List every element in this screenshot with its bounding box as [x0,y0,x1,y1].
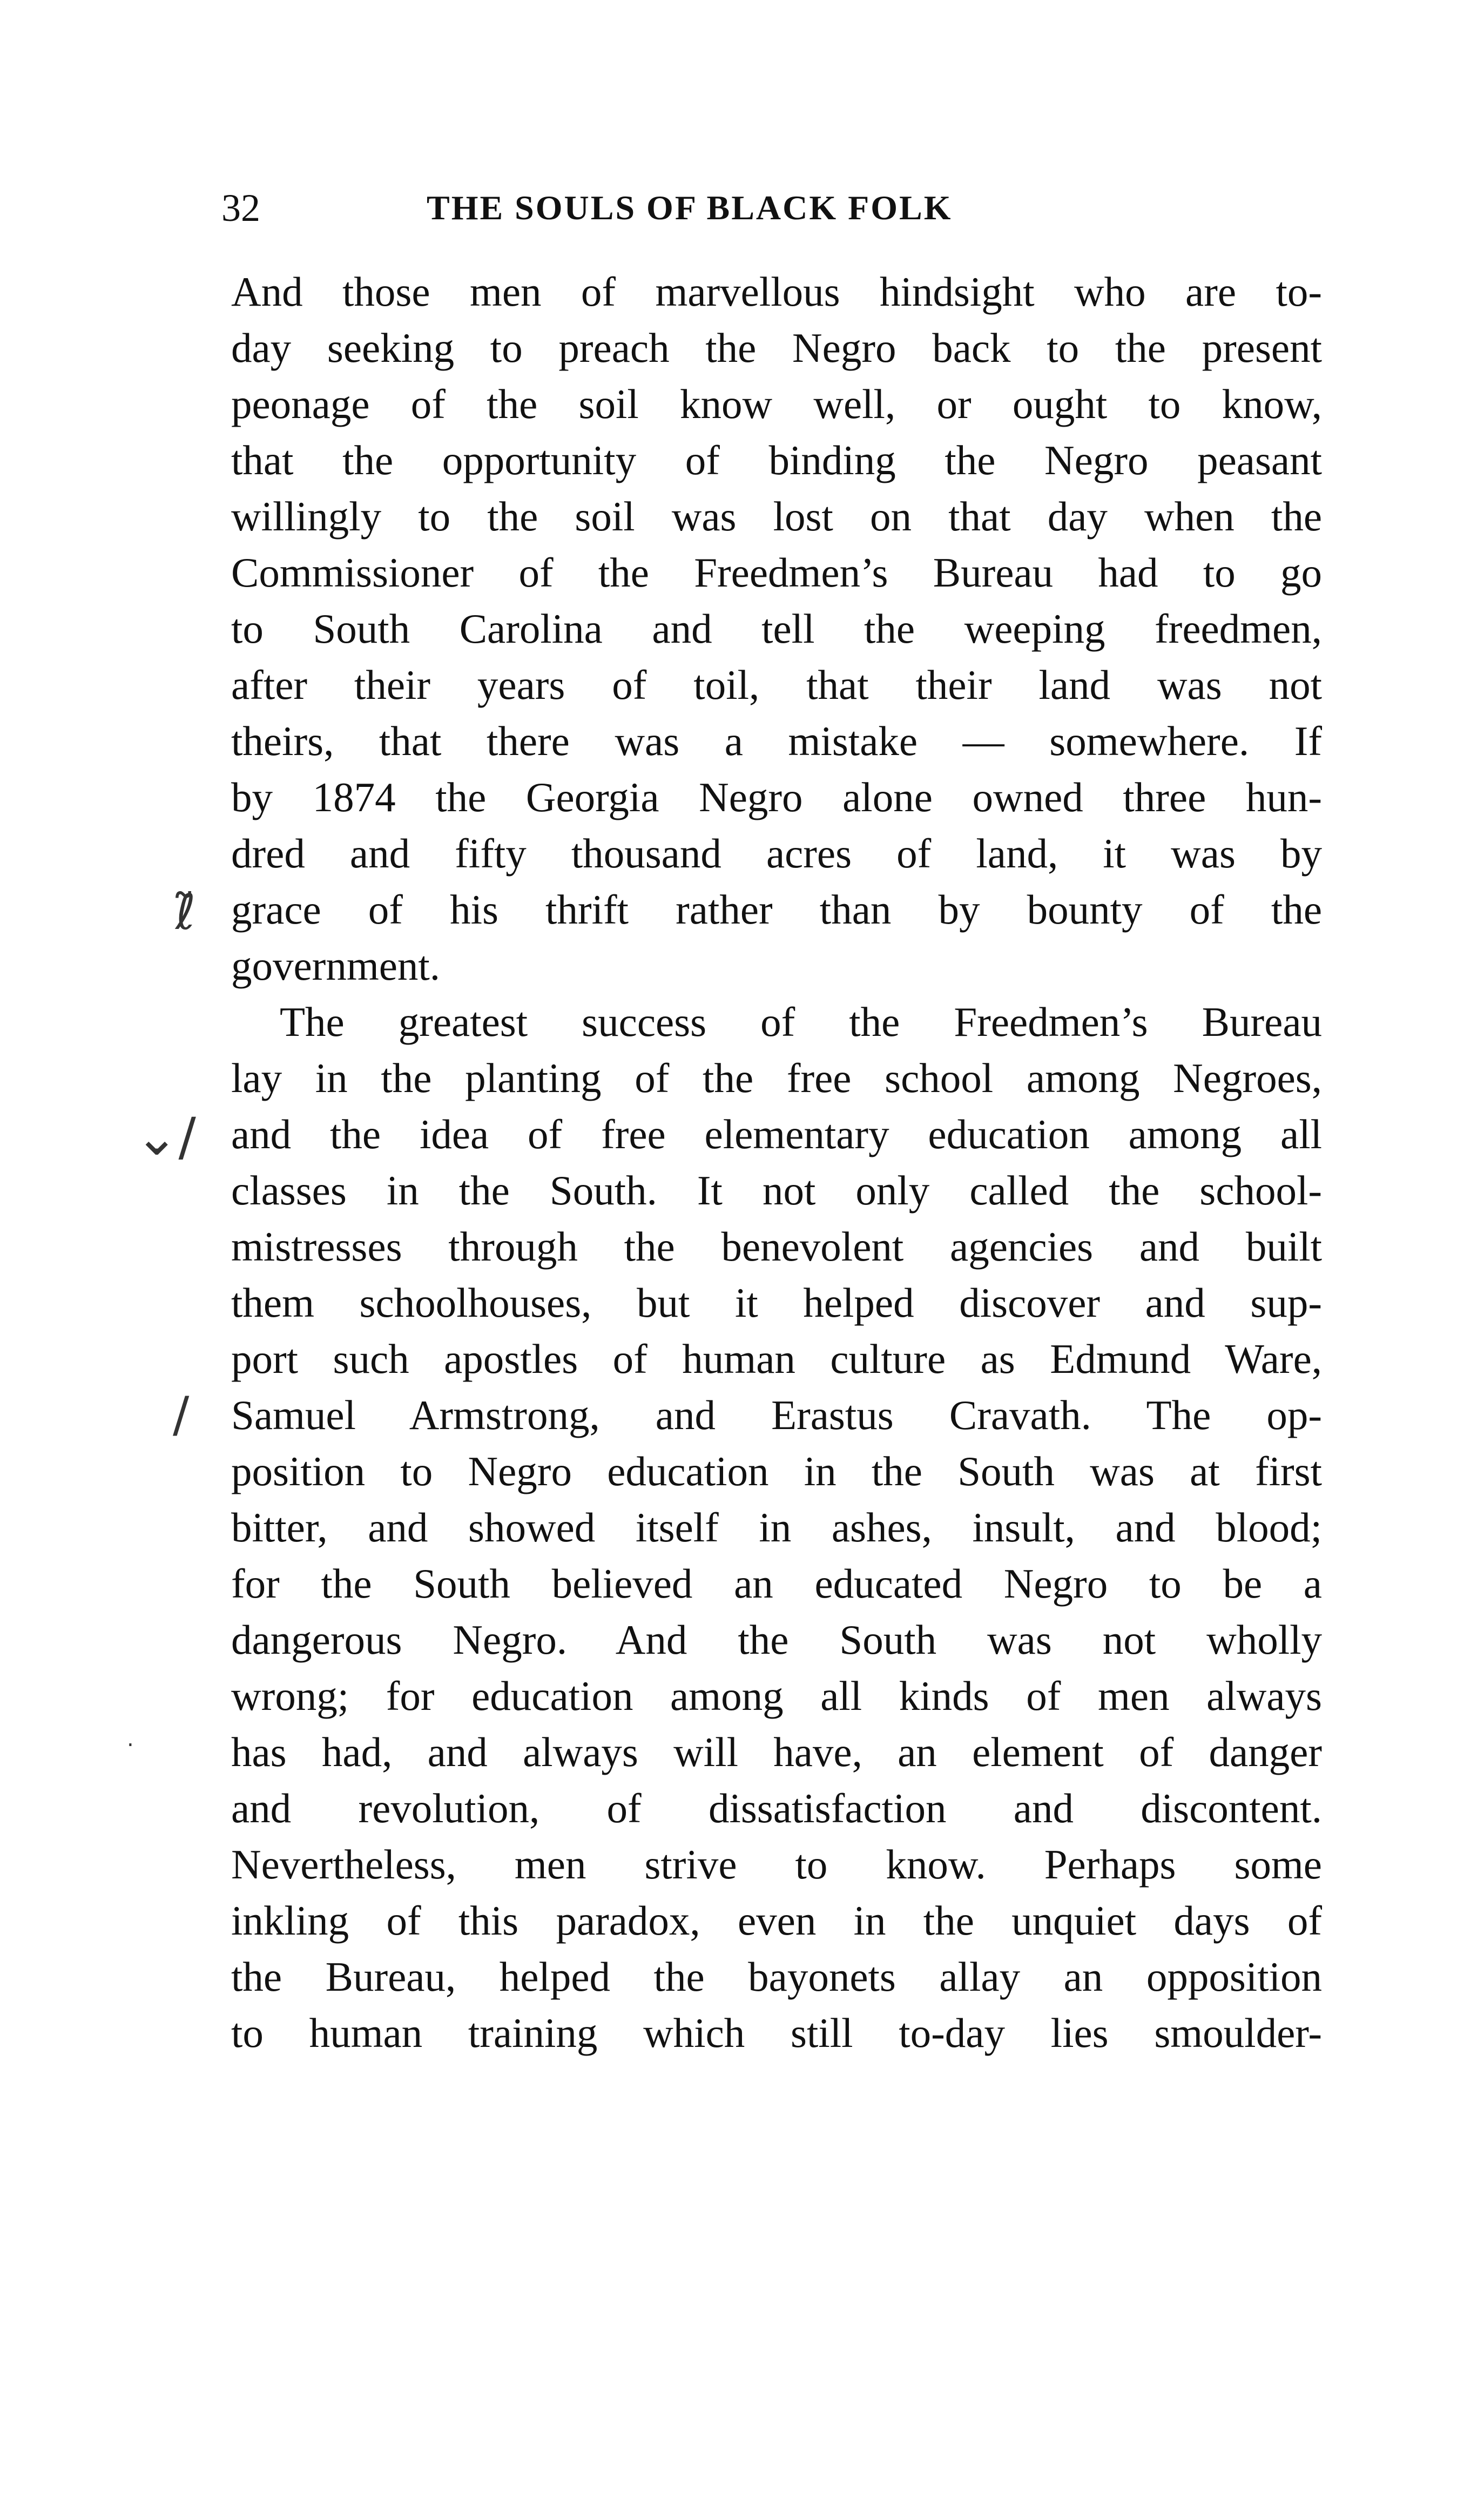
paragraph-end-line: government. [231,942,441,989]
text-line: mistresses through the benevolent agencies and built [231,1223,1322,1270]
text-line: them schoolhouses, but it helped discover and sup- [231,1279,1322,1326]
text-line: dangerous Negro. And the South was not wholly [231,1616,1322,1663]
text-line: to human training which still to-day lies smoulder- [231,2010,1322,2056]
text-line: bitter, and showed itself in ashes, insult, and blood; [231,1504,1322,1551]
text-line: to South Carolina and tell the weeping freedmen, [231,605,1322,652]
text-line: wrong; for education among all kinds of men always [231,1673,1322,1719]
text-line: inkling of this paradox, even in the unquiet days of [231,1897,1322,1944]
page-number: 32 [221,186,260,230]
margin-checkmark: ⌄/ [135,1107,196,1167]
text-line: grace of his thrift rather than by bounty of the [231,886,1322,933]
text-line: Samuel Armstrong, and Erastus Cravath. The op- [231,1392,1322,1438]
text-line: Commissioner of the Freedmen’s Bureau had to go [231,549,1322,596]
text-line: peonage of the soil know well, or ought to know, [231,381,1322,427]
margin-slash-mark: / [173,1386,190,1443]
margin-dot-mark: . [127,1727,134,1751]
text-line: after their years of toil, that their land was not [231,662,1322,708]
text-line: lay in the planting of the free school among Negroes, [231,1055,1322,1101]
text-line: Nevertheless, men strive to know. Perhaps some [231,1841,1322,1888]
body-text [231,264,1322,2061]
text-line: has had, and always will have, an element of danger [231,1729,1322,1775]
text-line: and the idea of free elementary education among all [231,1111,1322,1157]
text-line: the Bureau, helped the bayonets allay an opposition [231,1953,1322,2000]
text-line: And those men of marvellous hindsight who are to- [231,268,1322,315]
running-head [221,181,1129,240]
book-title: THE SOULS OF BLACK FOLK [427,188,953,227]
text-line: position to Negro education in the South was at first [231,1448,1322,1494]
text-line: classes in the South. It not only called the school- [231,1167,1322,1214]
text-line: theirs, that there was a mistake — somewhere. If [231,718,1322,764]
text-line: port such apostles of human culture as Edmund Ware, [231,1336,1322,1382]
text-line: dred and fifty thousand acres of land, it was by [231,830,1322,877]
text-line: and revolution, of dissatisfaction and discontent. [231,1785,1322,1831]
text-line: by 1874 the Georgia Negro alone owned three hun- [231,774,1322,820]
text-line: willingly to the soil was lost on that day when the [231,493,1322,540]
margin-annotation-mark: ℓ̃ [176,884,196,941]
text-line: that the opportunity of binding the Negro peasant [231,437,1322,483]
paragraph-start-line: The greatest success of the Freedmen’s Bureau [280,999,1322,1045]
text-line: for the South believed an educated Negro to be a [231,1560,1322,1607]
text-line: day seeking to preach the Negro back to the present [231,325,1322,371]
